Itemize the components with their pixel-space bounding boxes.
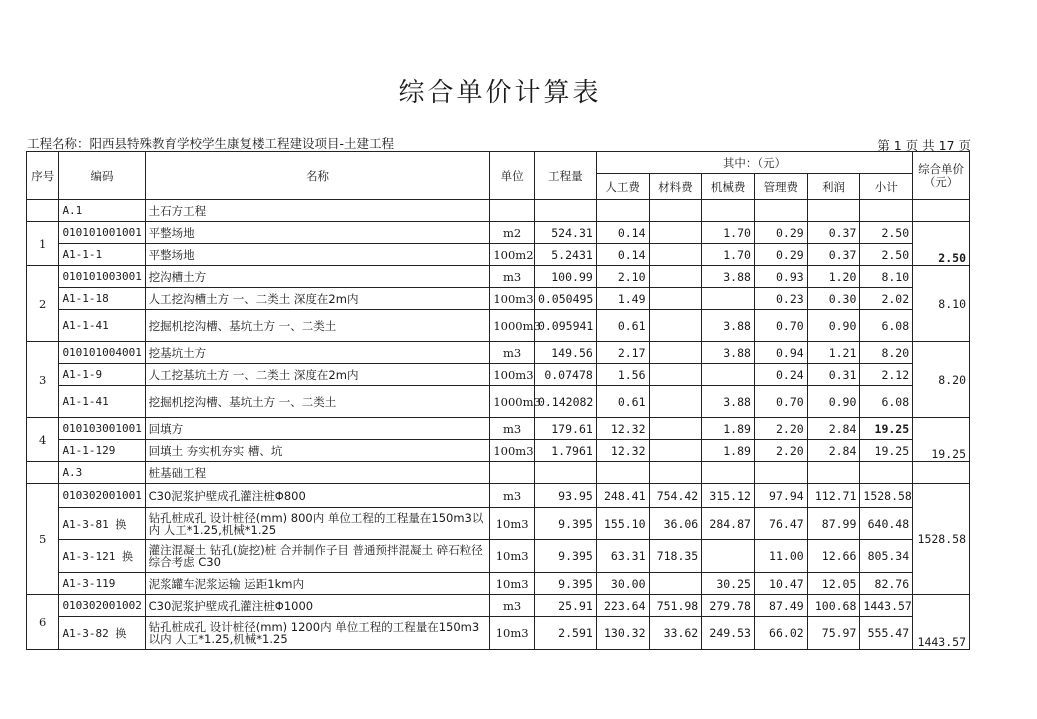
row-qty: 149.56	[534, 342, 596, 364]
table-row	[27, 440, 970, 462]
row-unit: 100m3	[490, 288, 535, 310]
row-unit: 10m3	[490, 540, 535, 573]
row-qty: 0.095941	[534, 310, 596, 342]
row-unit: 10m3	[490, 573, 535, 595]
header-machine: 机械费	[702, 174, 755, 200]
row-material: 33.62	[649, 617, 702, 650]
row-profit: 1.21	[807, 342, 860, 364]
row-code: A1-3-82 换	[59, 617, 145, 650]
row-name: 挖沟槽土方	[145, 266, 490, 288]
row-profit: 75.97	[807, 617, 860, 650]
row-code: 010101003001	[59, 266, 145, 288]
row-management: 0.24	[754, 364, 807, 386]
row-management: 0.93	[754, 266, 807, 288]
row-profit: 2.84	[807, 440, 860, 462]
row-unit: 100m3	[490, 440, 535, 462]
row-unit: m3	[490, 266, 535, 288]
row-machine: 3.88	[702, 342, 755, 364]
row-unit: 1000m3	[490, 310, 535, 342]
row-machine	[702, 540, 755, 573]
row-machine: 315.12	[702, 484, 755, 508]
row-name: 挖掘机挖沟槽、基坑土方 一、二类土	[145, 310, 490, 342]
row-profit: 0.37	[807, 244, 860, 266]
row-labor: 0.61	[596, 310, 649, 342]
row-subtotal: 2.02	[860, 288, 913, 310]
row-machine	[702, 364, 755, 386]
unit-price-table	[26, 151, 970, 650]
row-name: C30泥浆护壁成孔灌注桩Φ800	[145, 484, 490, 508]
row-management: 0.23	[754, 288, 807, 310]
section-code: A.3	[59, 462, 145, 484]
row-name: 挖掘机挖沟槽、基坑土方 一、二类土	[145, 386, 490, 418]
row-seq: 2	[27, 266, 59, 342]
header-code: 编码	[59, 152, 145, 200]
row-subtotal: 2.12	[860, 364, 913, 386]
row-labor: 30.00	[596, 573, 649, 595]
row-qty: 0.050495	[534, 288, 596, 310]
row-seq: 4	[27, 418, 59, 462]
row-subtotal: 640.48	[860, 508, 913, 540]
row-labor: 130.32	[596, 617, 649, 650]
row-management: 0.94	[754, 342, 807, 364]
row-code: A1-1-18	[59, 288, 145, 310]
row-subtotal: 19.25	[860, 418, 913, 440]
row-management: 76.47	[754, 508, 807, 540]
row-code: A1-3-119	[59, 573, 145, 595]
row-unit-price: 2.50	[913, 222, 970, 266]
row-labor: 1.49	[596, 288, 649, 310]
header-unit: 单位	[490, 152, 535, 200]
row-profit: 2.84	[807, 418, 860, 440]
row-material: 754.42	[649, 484, 702, 508]
row-subtotal: 1528.58	[860, 484, 913, 508]
row-unit: 1000m3	[490, 386, 535, 418]
row-name: 人工挖基坑土方 一、二类土 深度在2m内	[145, 364, 490, 386]
row-qty: 93.95	[534, 484, 596, 508]
row-material	[649, 418, 702, 440]
header-material: 材料费	[649, 174, 702, 200]
row-management: 0.70	[754, 386, 807, 418]
row-unit-price: 1443.57	[913, 595, 970, 650]
row-profit: 1.20	[807, 266, 860, 288]
row-name: 挖基坑土方	[145, 342, 490, 364]
row-profit: 0.31	[807, 364, 860, 386]
row-code: A1-1-41	[59, 310, 145, 342]
table-row	[27, 573, 970, 595]
section-code: A.1	[59, 200, 145, 222]
row-management: 66.02	[754, 617, 807, 650]
row-code: 010103001001	[59, 418, 145, 440]
page-indicator: 第 1 页 共 17 页	[877, 138, 971, 153]
row-management: 10.47	[754, 573, 807, 595]
row-material: 751.98	[649, 595, 702, 617]
table-row	[27, 540, 970, 573]
row-profit: 112.71	[807, 484, 860, 508]
row-subtotal: 6.08	[860, 310, 913, 342]
row-material	[649, 244, 702, 266]
row-labor: 0.14	[596, 222, 649, 244]
row-machine	[702, 288, 755, 310]
row-labor: 63.31	[596, 540, 649, 573]
table-row	[27, 484, 970, 508]
row-subtotal: 82.76	[860, 573, 913, 595]
row-seq: 1	[27, 222, 59, 266]
table-row	[27, 508, 970, 540]
row-management: 11.00	[754, 540, 807, 573]
row-machine: 1.89	[702, 440, 755, 462]
row-management: 87.49	[754, 595, 807, 617]
row-code: A1-1-41	[59, 386, 145, 418]
table-row	[27, 310, 970, 342]
table-row	[27, 266, 970, 288]
row-management: 97.94	[754, 484, 807, 508]
table-row	[27, 288, 970, 310]
row-subtotal: 555.47	[860, 617, 913, 650]
row-profit: 0.90	[807, 310, 860, 342]
header-labor: 人工费	[596, 174, 649, 200]
row-qty: 179.61	[534, 418, 596, 440]
row-labor: 1.56	[596, 364, 649, 386]
row-machine: 30.25	[702, 573, 755, 595]
row-unit: m3	[490, 484, 535, 508]
table-row	[27, 364, 970, 386]
row-name: 回填方	[145, 418, 490, 440]
table-row	[27, 244, 970, 266]
row-labor: 0.61	[596, 386, 649, 418]
row-machine: 279.78	[702, 595, 755, 617]
document-title: 综合单价计算表	[398, 78, 602, 108]
row-material	[649, 573, 702, 595]
row-name: C30泥浆护壁成孔灌注桩Φ1000	[145, 595, 490, 617]
row-subtotal: 1443.57	[860, 595, 913, 617]
row-subtotal: 2.50	[860, 244, 913, 266]
row-unit: m3	[490, 342, 535, 364]
row-material: 36.06	[649, 508, 702, 540]
row-code: A1-1-1	[59, 244, 145, 266]
row-qty: 1.7961	[534, 440, 596, 462]
row-name: 人工挖沟槽土方 一、二类土 深度在2m内	[145, 288, 490, 310]
table-row	[27, 617, 970, 650]
row-name: 灌注混凝土 钻孔(旋挖)桩 合并制作子目 普通预拌混凝土 碎石粒径综合考虑 C30	[145, 540, 490, 573]
row-profit: 12.66	[807, 540, 860, 573]
row-management: 0.29	[754, 244, 807, 266]
header-cost-group: 其中：（元）	[596, 152, 912, 174]
row-name: 钻孔桩成孔 设计桩径(mm) 800内 单位工程的工程量在150m3以内 人工*1.25,机械*1.25	[145, 508, 490, 540]
section-name: 土石方工程	[145, 200, 490, 222]
row-profit: 0.37	[807, 222, 860, 244]
header-name: 名称	[145, 152, 490, 200]
row-unit: 10m3	[490, 617, 535, 650]
row-machine: 1.70	[702, 222, 755, 244]
row-unit: 10m3	[490, 508, 535, 540]
row-material	[649, 310, 702, 342]
row-qty: 5.2431	[534, 244, 596, 266]
row-unit: 100m2	[490, 244, 535, 266]
row-subtotal: 8.20	[860, 342, 913, 364]
section-name: 桩基础工程	[145, 462, 490, 484]
row-qty: 100.99	[534, 266, 596, 288]
table-row	[27, 418, 970, 440]
row-management: 0.70	[754, 310, 807, 342]
row-code: 010302001002	[59, 595, 145, 617]
row-qty: 9.395	[534, 508, 596, 540]
row-labor: 12.32	[596, 418, 649, 440]
row-machine: 1.70	[702, 244, 755, 266]
row-machine: 3.88	[702, 266, 755, 288]
table-row	[27, 595, 970, 617]
row-material	[649, 266, 702, 288]
row-machine: 249.53	[702, 617, 755, 650]
row-profit: 12.05	[807, 573, 860, 595]
row-profit: 100.68	[807, 595, 860, 617]
row-labor: 223.64	[596, 595, 649, 617]
row-machine: 1.89	[702, 418, 755, 440]
row-subtotal: 2.50	[860, 222, 913, 244]
row-machine: 3.88	[702, 386, 755, 418]
table-row	[27, 222, 970, 244]
row-seq: 5	[27, 484, 59, 595]
row-qty: 0.07478	[534, 364, 596, 386]
row-code: A1-3-121 换	[59, 540, 145, 573]
row-code: A1-1-129	[59, 440, 145, 462]
row-qty: 9.395	[534, 540, 596, 573]
section-row	[27, 200, 970, 222]
row-name: 钻孔桩成孔 设计桩径(mm) 1200内 单位工程的工程量在150m3以内 人工*1.25,机械*1.25	[145, 617, 490, 650]
row-subtotal: 8.10	[860, 266, 913, 288]
row-unit: 100m3	[490, 364, 535, 386]
row-material	[649, 222, 702, 244]
row-qty: 9.395	[534, 573, 596, 595]
row-unit-price: 1528.58	[913, 484, 970, 595]
header-profit: 利润	[807, 174, 860, 200]
header-subtotal: 小计	[860, 174, 913, 200]
row-code: A1-3-81 换	[59, 508, 145, 540]
project-name: 工程名称：阳西县特殊教育学校学生康复楼工程建设项目-土建工程	[27, 136, 395, 151]
row-unit-price: 19.25	[913, 418, 970, 462]
section-row	[27, 462, 970, 484]
row-name: 泥浆罐车泥浆运输 运距1km内	[145, 573, 490, 595]
row-unit: m2	[490, 222, 535, 244]
header-seq: 序号	[27, 152, 59, 200]
row-machine: 284.87	[702, 508, 755, 540]
row-seq: 3	[27, 342, 59, 418]
row-labor: 2.17	[596, 342, 649, 364]
row-material: 718.35	[649, 540, 702, 573]
row-name: 平整场地	[145, 244, 490, 266]
row-material	[649, 364, 702, 386]
row-machine: 3.88	[702, 310, 755, 342]
row-qty: 2.591	[534, 617, 596, 650]
row-labor: 2.10	[596, 266, 649, 288]
row-management: 0.29	[754, 222, 807, 244]
row-management: 2.20	[754, 440, 807, 462]
row-qty: 25.91	[534, 595, 596, 617]
row-profit: 0.30	[807, 288, 860, 310]
row-subtotal: 6.08	[860, 386, 913, 418]
row-management: 2.20	[754, 418, 807, 440]
row-unit-price: 8.20	[913, 342, 970, 418]
row-labor: 155.10	[596, 508, 649, 540]
row-labor: 12.32	[596, 440, 649, 462]
row-material	[649, 342, 702, 364]
table-row	[27, 386, 970, 418]
row-labor: 0.14	[596, 244, 649, 266]
row-labor: 248.41	[596, 484, 649, 508]
row-unit-price: 8.10	[913, 266, 970, 342]
table-row	[27, 342, 970, 364]
row-code: A1-1-9	[59, 364, 145, 386]
header-management: 管理费	[754, 174, 807, 200]
row-qty: 524.31	[534, 222, 596, 244]
row-code: 010101001001	[59, 222, 145, 244]
row-material	[649, 288, 702, 310]
row-code: 010302001001	[59, 484, 145, 508]
row-name: 平整场地	[145, 222, 490, 244]
row-material	[649, 386, 702, 418]
row-material	[649, 440, 702, 462]
row-unit: m3	[490, 595, 535, 617]
row-subtotal: 805.34	[860, 540, 913, 573]
row-code: 010101004001	[59, 342, 145, 364]
row-qty: 0.142082	[534, 386, 596, 418]
row-name: 回填土 夯实机夯实 槽、坑	[145, 440, 490, 462]
row-unit: m3	[490, 418, 535, 440]
row-seq: 6	[27, 595, 59, 650]
header-unit-price: 综合单价（元）	[913, 152, 970, 200]
row-subtotal: 19.25	[860, 440, 913, 462]
row-profit: 87.99	[807, 508, 860, 540]
row-profit: 0.90	[807, 386, 860, 418]
header-qty: 工程量	[534, 152, 596, 200]
